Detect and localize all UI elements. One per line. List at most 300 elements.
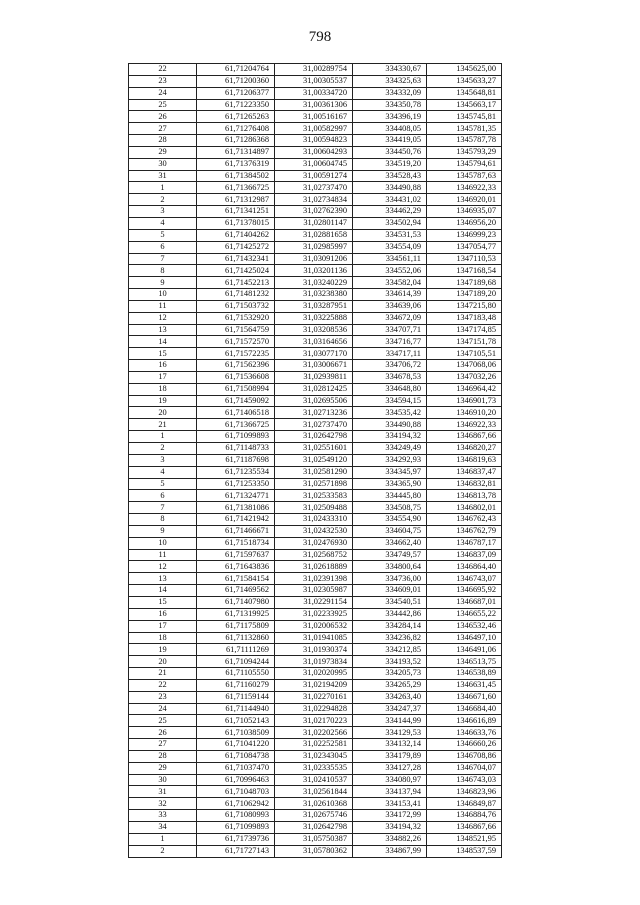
table-row <box>129 727 502 739</box>
coord-x-cell: 334179,89 <box>353 750 427 762</box>
coord-x-cell: 334396,19 <box>353 111 427 123</box>
longitude-cell: 31,02291154 <box>275 596 353 608</box>
coord-y-cell: 1346910,20 <box>427 407 502 419</box>
longitude-cell: 31,03208536 <box>275 324 353 336</box>
table-row <box>129 206 502 218</box>
coord-x-cell: 334609,01 <box>353 585 427 597</box>
table-row <box>129 514 502 526</box>
table-row <box>129 336 502 348</box>
table-row <box>129 703 502 715</box>
coord-x-cell: 334263,40 <box>353 691 427 703</box>
table-row <box>129 679 502 691</box>
coord-x-cell: 334528,43 <box>353 170 427 182</box>
longitude-cell: 31,01941085 <box>275 632 353 644</box>
table-row <box>129 383 502 395</box>
coord-x-cell: 334736,00 <box>353 573 427 585</box>
latitude-cell: 61,71048703 <box>197 786 275 798</box>
latitude-cell: 61,71062942 <box>197 798 275 810</box>
longitude-cell: 31,02610368 <box>275 798 353 810</box>
table-row <box>129 549 502 561</box>
point-number-cell: 5 <box>129 478 197 490</box>
table-row <box>129 217 502 229</box>
coord-y-cell: 1346922,33 <box>427 182 502 194</box>
coord-y-cell: 1347068,06 <box>427 360 502 372</box>
latitude-cell: 61,71038509 <box>197 727 275 739</box>
longitude-cell: 31,02410537 <box>275 774 353 786</box>
coord-x-cell: 334265,29 <box>353 679 427 691</box>
coord-x-cell: 334442,86 <box>353 608 427 620</box>
coord-y-cell: 1345663,17 <box>427 99 502 111</box>
table-row <box>129 822 502 834</box>
point-number-cell: 25 <box>129 715 197 727</box>
latitude-cell: 61,71105550 <box>197 668 275 680</box>
longitude-cell: 31,00305537 <box>275 75 353 87</box>
latitude-cell: 61,71324771 <box>197 490 275 502</box>
coord-x-cell: 334678,53 <box>353 371 427 383</box>
coord-y-cell: 1347105,51 <box>427 348 502 360</box>
coord-x-cell: 334144,99 <box>353 715 427 727</box>
point-number-cell: 4 <box>129 217 197 229</box>
coord-x-cell: 334345,97 <box>353 466 427 478</box>
longitude-cell: 31,02581290 <box>275 466 353 478</box>
longitude-cell: 31,02675746 <box>275 810 353 822</box>
table-row <box>129 277 502 289</box>
point-number-cell: 14 <box>129 336 197 348</box>
table-row <box>129 750 502 762</box>
latitude-cell: 61,71223350 <box>197 99 275 111</box>
longitude-cell: 31,02812425 <box>275 383 353 395</box>
coord-y-cell: 1346538,89 <box>427 668 502 680</box>
coord-x-cell: 334519,20 <box>353 158 427 170</box>
latitude-cell: 61,71094244 <box>197 656 275 668</box>
coord-y-cell: 1347189,68 <box>427 277 502 289</box>
longitude-cell: 31,03238380 <box>275 289 353 301</box>
table-row <box>129 312 502 324</box>
coord-x-cell: 334212,85 <box>353 644 427 656</box>
table-row <box>129 644 502 656</box>
point-number-cell: 18 <box>129 632 197 644</box>
table-row <box>129 739 502 751</box>
latitude-cell: 61,71206377 <box>197 87 275 99</box>
table-row <box>129 620 502 632</box>
latitude-cell: 61,71597637 <box>197 549 275 561</box>
longitude-cell: 31,03091206 <box>275 253 353 265</box>
coord-x-cell: 334717,11 <box>353 348 427 360</box>
latitude-cell: 61,71037470 <box>197 762 275 774</box>
coord-y-cell: 1346999,23 <box>427 229 502 241</box>
table-row <box>129 561 502 573</box>
coord-y-cell: 1346867,66 <box>427 431 502 443</box>
coord-y-cell: 1347168,54 <box>427 265 502 277</box>
longitude-cell: 31,02233925 <box>275 608 353 620</box>
table-row <box>129 833 502 845</box>
coord-x-cell: 334249,49 <box>353 443 427 455</box>
latitude-cell: 61,71187698 <box>197 454 275 466</box>
table-row <box>129 668 502 680</box>
table-row <box>129 466 502 478</box>
table-row <box>129 715 502 727</box>
coordinates-table-body <box>129 64 502 858</box>
longitude-cell: 31,02202566 <box>275 727 353 739</box>
coord-x-cell: 334137,94 <box>353 786 427 798</box>
point-number-cell: 30 <box>129 158 197 170</box>
coord-y-cell: 1346820,27 <box>427 443 502 455</box>
longitude-cell: 31,00591274 <box>275 170 353 182</box>
point-number-cell: 31 <box>129 786 197 798</box>
coord-y-cell: 1346837,09 <box>427 549 502 561</box>
table-row <box>129 229 502 241</box>
longitude-cell: 31,00604293 <box>275 146 353 158</box>
point-number-cell: 1 <box>129 833 197 845</box>
coord-x-cell: 334531,53 <box>353 229 427 241</box>
latitude-cell: 61,71041220 <box>197 739 275 751</box>
table-row <box>129 845 502 857</box>
point-number-cell: 19 <box>129 395 197 407</box>
coord-x-cell: 334194,32 <box>353 431 427 443</box>
coord-x-cell: 334236,82 <box>353 632 427 644</box>
longitude-cell: 31,02881658 <box>275 229 353 241</box>
point-number-cell: 15 <box>129 596 197 608</box>
coord-y-cell: 1345794,61 <box>427 158 502 170</box>
coord-y-cell: 1345633,27 <box>427 75 502 87</box>
coord-y-cell: 1345625,00 <box>427 64 502 76</box>
coord-y-cell: 1346935,07 <box>427 206 502 218</box>
coord-x-cell: 334554,90 <box>353 514 427 526</box>
latitude-cell: 61,71376319 <box>197 158 275 170</box>
longitude-cell: 31,02549120 <box>275 454 353 466</box>
latitude-cell: 61,71319925 <box>197 608 275 620</box>
point-number-cell: 26 <box>129 111 197 123</box>
longitude-cell: 31,02985997 <box>275 241 353 253</box>
coord-y-cell: 1346660,26 <box>427 739 502 751</box>
coord-x-cell: 334408,05 <box>353 123 427 135</box>
point-number-cell: 17 <box>129 371 197 383</box>
point-number-cell: 18 <box>129 383 197 395</box>
longitude-cell: 31,02939811 <box>275 371 353 383</box>
longitude-cell: 31,03201136 <box>275 265 353 277</box>
point-number-cell: 21 <box>129 419 197 431</box>
coord-y-cell: 1346884,76 <box>427 810 502 822</box>
table-row <box>129 111 502 123</box>
longitude-cell: 31,02305987 <box>275 585 353 597</box>
latitude-cell: 61,71404262 <box>197 229 275 241</box>
latitude-cell: 61,71314897 <box>197 146 275 158</box>
point-number-cell: 33 <box>129 810 197 822</box>
coord-y-cell: 1346832,81 <box>427 478 502 490</box>
coord-y-cell: 1345787,63 <box>427 170 502 182</box>
longitude-cell: 31,02737470 <box>275 419 353 431</box>
longitude-cell: 31,03225888 <box>275 312 353 324</box>
point-number-cell: 8 <box>129 514 197 526</box>
table-row <box>129 573 502 585</box>
latitude-cell: 61,71144940 <box>197 703 275 715</box>
coord-x-cell: 334867,99 <box>353 845 427 857</box>
coord-x-cell: 334431,02 <box>353 194 427 206</box>
point-number-cell: 13 <box>129 573 197 585</box>
coord-x-cell: 334132,14 <box>353 739 427 751</box>
latitude-cell: 61,71366725 <box>197 182 275 194</box>
table-row <box>129 810 502 822</box>
coord-y-cell: 1345793,29 <box>427 146 502 158</box>
latitude-cell: 61,71175809 <box>197 620 275 632</box>
table-row <box>129 407 502 419</box>
coord-y-cell: 1346823,96 <box>427 786 502 798</box>
table-row <box>129 300 502 312</box>
point-number-cell: 23 <box>129 691 197 703</box>
point-number-cell: 7 <box>129 253 197 265</box>
longitude-cell: 31,02270161 <box>275 691 353 703</box>
coord-x-cell: 334639,06 <box>353 300 427 312</box>
longitude-cell: 31,00289754 <box>275 64 353 76</box>
point-number-cell: 8 <box>129 265 197 277</box>
coord-y-cell: 1346704,07 <box>427 762 502 774</box>
point-number-cell: 10 <box>129 537 197 549</box>
longitude-cell: 31,03006671 <box>275 360 353 372</box>
coord-y-cell: 1346491,06 <box>427 644 502 656</box>
point-number-cell: 24 <box>129 87 197 99</box>
latitude-cell: 61,71148733 <box>197 443 275 455</box>
longitude-cell: 31,02762390 <box>275 206 353 218</box>
longitude-cell: 31,02170223 <box>275 715 353 727</box>
coord-x-cell: 334350,78 <box>353 99 427 111</box>
latitude-cell: 61,71052143 <box>197 715 275 727</box>
table-row <box>129 502 502 514</box>
coord-y-cell: 1346708,86 <box>427 750 502 762</box>
coord-y-cell: 1346695,92 <box>427 585 502 597</box>
coord-x-cell: 334508,75 <box>353 502 427 514</box>
table-row <box>129 135 502 147</box>
table-row <box>129 182 502 194</box>
latitude-cell: 61,71572570 <box>197 336 275 348</box>
coord-x-cell: 334194,32 <box>353 822 427 834</box>
latitude-cell: 61,71503732 <box>197 300 275 312</box>
longitude-cell: 31,02343045 <box>275 750 353 762</box>
latitude-cell: 61,71265263 <box>197 111 275 123</box>
coord-y-cell: 1346864,40 <box>427 561 502 573</box>
point-number-cell: 5 <box>129 229 197 241</box>
coord-y-cell: 1346762,43 <box>427 514 502 526</box>
table-row <box>129 241 502 253</box>
point-number-cell: 1 <box>129 431 197 443</box>
coord-y-cell: 1346922,33 <box>427 419 502 431</box>
table-row <box>129 490 502 502</box>
longitude-cell: 31,02737470 <box>275 182 353 194</box>
latitude-cell: 61,71727143 <box>197 845 275 857</box>
table-row <box>129 360 502 372</box>
longitude-cell: 31,03077170 <box>275 348 353 360</box>
point-number-cell: 13 <box>129 324 197 336</box>
latitude-cell: 61,71432341 <box>197 253 275 265</box>
point-number-cell: 31 <box>129 170 197 182</box>
table-row <box>129 632 502 644</box>
latitude-cell: 61,71200360 <box>197 75 275 87</box>
table-row <box>129 585 502 597</box>
coord-y-cell: 1346687,01 <box>427 596 502 608</box>
coord-x-cell: 334247,37 <box>353 703 427 715</box>
coord-x-cell: 334080,97 <box>353 774 427 786</box>
longitude-cell: 31,01973834 <box>275 656 353 668</box>
latitude-cell: 61,71536608 <box>197 371 275 383</box>
coord-y-cell: 1346802,01 <box>427 502 502 514</box>
latitude-cell: 61,71469562 <box>197 585 275 597</box>
point-number-cell: 22 <box>129 64 197 76</box>
coord-y-cell: 1346849,87 <box>427 798 502 810</box>
coord-y-cell: 1346532,46 <box>427 620 502 632</box>
table-row <box>129 454 502 466</box>
coord-y-cell: 1346819,63 <box>427 454 502 466</box>
coord-x-cell: 334535,42 <box>353 407 427 419</box>
table-row <box>129 419 502 431</box>
latitude-cell: 61,71132860 <box>197 632 275 644</box>
coord-y-cell: 1346655,22 <box>427 608 502 620</box>
point-number-cell: 29 <box>129 146 197 158</box>
point-number-cell: 14 <box>129 585 197 597</box>
latitude-cell: 61,71341251 <box>197 206 275 218</box>
latitude-cell: 61,71384502 <box>197 170 275 182</box>
longitude-cell: 31,02551601 <box>275 443 353 455</box>
longitude-cell: 31,02734834 <box>275 194 353 206</box>
latitude-cell: 61,71159144 <box>197 691 275 703</box>
longitude-cell: 31,02568752 <box>275 549 353 561</box>
latitude-cell: 61,71286368 <box>197 135 275 147</box>
coord-y-cell: 1347215,80 <box>427 300 502 312</box>
latitude-cell: 61,71518734 <box>197 537 275 549</box>
table-row <box>129 786 502 798</box>
point-number-cell: 3 <box>129 206 197 218</box>
point-number-cell: 2 <box>129 845 197 857</box>
coord-y-cell: 1346901,73 <box>427 395 502 407</box>
page-number: 798 <box>308 29 332 45</box>
point-number-cell: 23 <box>129 75 197 87</box>
latitude-cell: 61,71572235 <box>197 348 275 360</box>
coord-x-cell: 334172,99 <box>353 810 427 822</box>
coord-x-cell: 334490,88 <box>353 182 427 194</box>
coord-y-cell: 1346684,40 <box>427 703 502 715</box>
longitude-cell: 31,05780362 <box>275 845 353 857</box>
longitude-cell: 31,02020995 <box>275 668 353 680</box>
coord-y-cell: 1345648,81 <box>427 87 502 99</box>
point-number-cell: 12 <box>129 312 197 324</box>
latitude-cell: 61,71452213 <box>197 277 275 289</box>
coord-y-cell: 1346964,42 <box>427 383 502 395</box>
coord-y-cell: 1346513,75 <box>427 656 502 668</box>
coord-y-cell: 1346631,45 <box>427 679 502 691</box>
coord-x-cell: 334594,15 <box>353 395 427 407</box>
coord-x-cell: 334292,93 <box>353 454 427 466</box>
longitude-cell: 31,02642798 <box>275 822 353 834</box>
coord-x-cell: 334284,14 <box>353 620 427 632</box>
coord-y-cell: 1347151,78 <box>427 336 502 348</box>
point-number-cell: 27 <box>129 123 197 135</box>
latitude-cell: 61,71111269 <box>197 644 275 656</box>
longitude-cell: 31,00582997 <box>275 123 353 135</box>
coord-x-cell: 334325,63 <box>353 75 427 87</box>
longitude-cell: 31,02432530 <box>275 525 353 537</box>
table-row <box>129 762 502 774</box>
latitude-cell: 61,71421942 <box>197 514 275 526</box>
latitude-cell: 61,71235534 <box>197 466 275 478</box>
table-row <box>129 64 502 76</box>
coord-y-cell: 1347032,26 <box>427 371 502 383</box>
coord-x-cell: 334419,05 <box>353 135 427 147</box>
longitude-cell: 31,02561844 <box>275 786 353 798</box>
coord-y-cell: 1346867,66 <box>427 822 502 834</box>
latitude-cell: 61,71425024 <box>197 265 275 277</box>
latitude-cell: 61,71643836 <box>197 561 275 573</box>
point-number-cell: 9 <box>129 525 197 537</box>
coord-y-cell: 1346497,10 <box>427 632 502 644</box>
coord-y-cell: 1345781,35 <box>427 123 502 135</box>
coord-x-cell: 334129,53 <box>353 727 427 739</box>
latitude-cell: 61,71532920 <box>197 312 275 324</box>
point-number-cell: 19 <box>129 644 197 656</box>
table-row <box>129 87 502 99</box>
longitude-cell: 31,01930374 <box>275 644 353 656</box>
table-row <box>129 146 502 158</box>
latitude-cell: 61,71407980 <box>197 596 275 608</box>
longitude-cell: 31,00334720 <box>275 87 353 99</box>
point-number-cell: 30 <box>129 774 197 786</box>
coord-x-cell: 334205,73 <box>353 668 427 680</box>
point-number-cell: 11 <box>129 300 197 312</box>
latitude-cell: 61,71406518 <box>197 407 275 419</box>
coord-y-cell: 1346920,01 <box>427 194 502 206</box>
table-row <box>129 443 502 455</box>
coord-y-cell: 1345745,81 <box>427 111 502 123</box>
point-number-cell: 32 <box>129 798 197 810</box>
latitude-cell: 61,71160279 <box>197 679 275 691</box>
table-row <box>129 265 502 277</box>
longitude-cell: 31,02391398 <box>275 573 353 585</box>
table-row <box>129 99 502 111</box>
point-number-cell: 28 <box>129 135 197 147</box>
point-number-cell: 22 <box>129 679 197 691</box>
latitude-cell: 61,71312987 <box>197 194 275 206</box>
point-number-cell: 7 <box>129 502 197 514</box>
coord-y-cell: 1346616,89 <box>427 715 502 727</box>
coord-x-cell: 334707,71 <box>353 324 427 336</box>
latitude-cell: 61,71253350 <box>197 478 275 490</box>
table-row <box>129 158 502 170</box>
longitude-cell: 31,02294828 <box>275 703 353 715</box>
table-row <box>129 691 502 703</box>
latitude-cell: 61,71099893 <box>197 431 275 443</box>
table-row <box>129 371 502 383</box>
point-number-cell: 15 <box>129 348 197 360</box>
table-row <box>129 656 502 668</box>
table-row <box>129 537 502 549</box>
coord-y-cell: 1346633,76 <box>427 727 502 739</box>
coord-x-cell: 334561,11 <box>353 253 427 265</box>
longitude-cell: 31,02642798 <box>275 431 353 443</box>
latitude-cell: 61,71381086 <box>197 502 275 514</box>
longitude-cell: 31,03164656 <box>275 336 353 348</box>
coord-y-cell: 1347183,48 <box>427 312 502 324</box>
coord-x-cell: 334604,75 <box>353 525 427 537</box>
coord-x-cell: 334706,72 <box>353 360 427 372</box>
table-row <box>129 478 502 490</box>
table-row <box>129 324 502 336</box>
coord-y-cell: 1347054,77 <box>427 241 502 253</box>
latitude-cell: 61,71425272 <box>197 241 275 253</box>
latitude-cell: 61,71084738 <box>197 750 275 762</box>
coord-x-cell: 334672,09 <box>353 312 427 324</box>
point-number-cell: 20 <box>129 656 197 668</box>
table-row <box>129 123 502 135</box>
coord-x-cell: 334614,39 <box>353 289 427 301</box>
point-number-cell: 4 <box>129 466 197 478</box>
longitude-cell: 31,02695506 <box>275 395 353 407</box>
